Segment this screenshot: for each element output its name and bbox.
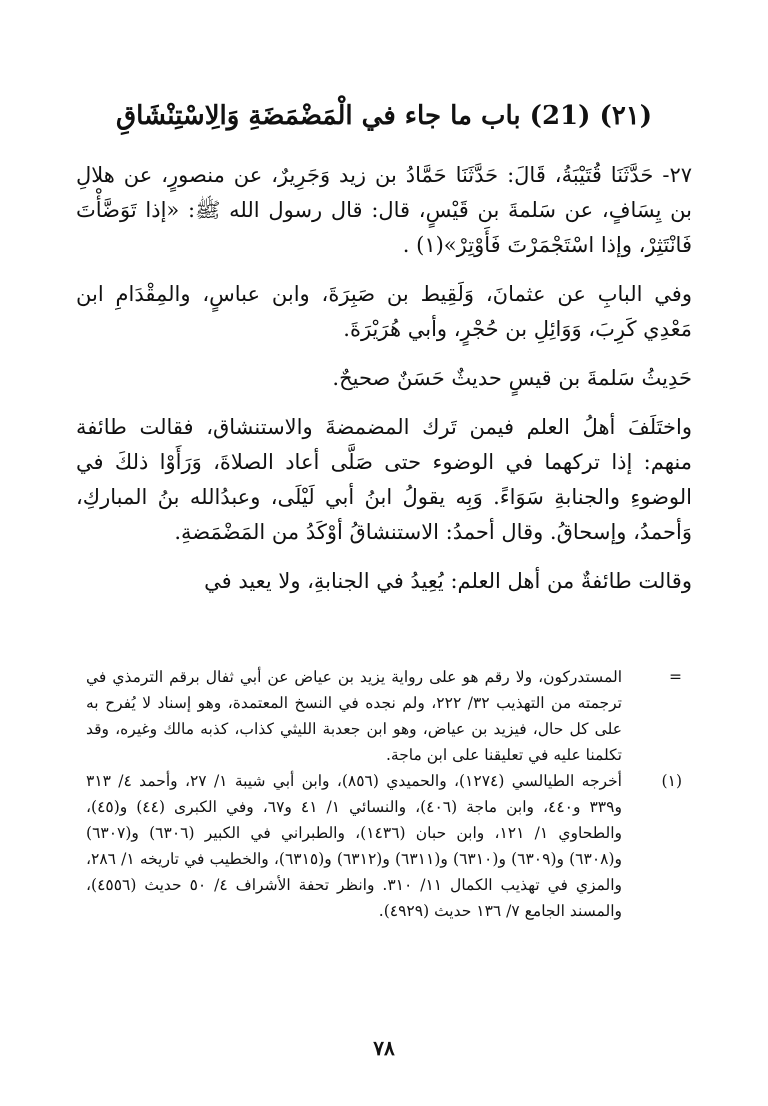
in-chapter-paragraph: وفي البابِ عن عثمانَ، وَلَقِيط بن صَبِرَةَ، وابن عباسٍ، والمِقْدَامِ ابن مَعْدِي كَرِبَ، وَوَائِلِ بن حُجْرٍ، وأبي هُرَيْرَةَ. [76,282,692,341]
footnote-continuation [86,664,682,768]
page-number: ٧٨ [373,1036,395,1060]
footnote-mark: = [669,668,682,686]
footnote-text: أخرجه الطيالسي (١٢٧٤)، والحميدي (٨٥٦)، وابن أبي شيبة ١/ ٢٧، وأحمد ٤/ ٣١٣ و٣٣٩ و٤٤٠، وابن ماجة (٤٠٦)، والنسائي ١/ ٤١ و٦٧، وفي الكبرى (٤٤) و(٤٥)، والطحاوي ١/ ١٢١، وابن حبان (١٤٣٦)، والطبراني في الكبير (٦٣٠٦) و(٦٣٠٧) و(٦٣٠٨) و(٦٣٠٩) و(٦٣١٠) و(٦٣١١) و(٦٣١٢) و(٦٣١٥)، والخطيب في تاريخه ١/ ٢٨٦، والمزي في تهذيب الكمال ١١/ ٣١٠. وانظر تحفة الأشراف ٤/ ٥٠ حديث (٤٥٥٦)، والمسند الجامع ٧/ ١٣٦ حديث (٤٩٢٩). [86,772,623,920]
hadith-paragraph: ٢٧- حَدَّثَنَا قُتَيْبَةُ، قَالَ: حَدَّثَنَا حَمَّادُ بن زيد وَجَرِيرٌ، عن منصورٍ، عن هلالِ بن يِسَافٍ، عن سَلمةَ بن قَيْسٍ، قال: قال رسول الله ﷺ: «إذا تَوَضَّأْتَ فَانْتَثِرْ، وإذا اسْتَجْمَرْتَ فَأَوْتِرْ»(١) . [76,163,692,257]
footnote-mark: (١) [661,772,682,790]
footnote-text: المستدركون، ولا رقم هو على رواية يزيد بن عياض عن أبي ثفال برقم الترمذي في ترجمته من التهذيب ٣٢/ ٢٢٢، ولم نجده في النسخ المعتمدة، وهو إسناد لا يُفرح به على كل حال، فيزيد بن عياض، وهو ابن جعدبة الليثي كذاب، كذبه مالك وغيره، وقد تكلمنا عليه في تعليقنا على ابن ماجة. [86,668,622,764]
other-view-paragraph: وقالت طائفةٌ من أهل العلم: يُعِيدُ في الجنابةِ، ولا يعيد في [204,569,692,593]
chapter-title: (٢١) (21) باب ما جاء في الْمَضْمَضَةِ وَالِاسْتِنْشَاقِ [115,101,653,131]
footnote-1 [86,768,682,924]
grading-paragraph: حَدِيثُ سَلمةَ بن قيسٍ حديثٌ حَسَنٌ صحيحٌ. [332,366,692,390]
footnotes [86,664,682,924]
main-text [76,158,692,613]
disagreement-paragraph: واختَلَفَ أهلُ العلم فيمن تَرك المضمضةَ والاستنشاق، فقالت طائفة منهم: إذا تركهما في الوضوء حتى صَلَّى أعاد الصلاةَ، وَرَأَوْا ذلكَ في الوضوءِ والجنابةِ سَوَاءً. وَبِه يقولُ ابنُ أبي لَيْلَى، وعبدُالله بنُ المباركِ، وَأحمدُ، وإسحاقُ. وقال أحمدُ: الاستنشاقُ أوْكَدُ من المَضْمَضةِ. [76,415,692,544]
